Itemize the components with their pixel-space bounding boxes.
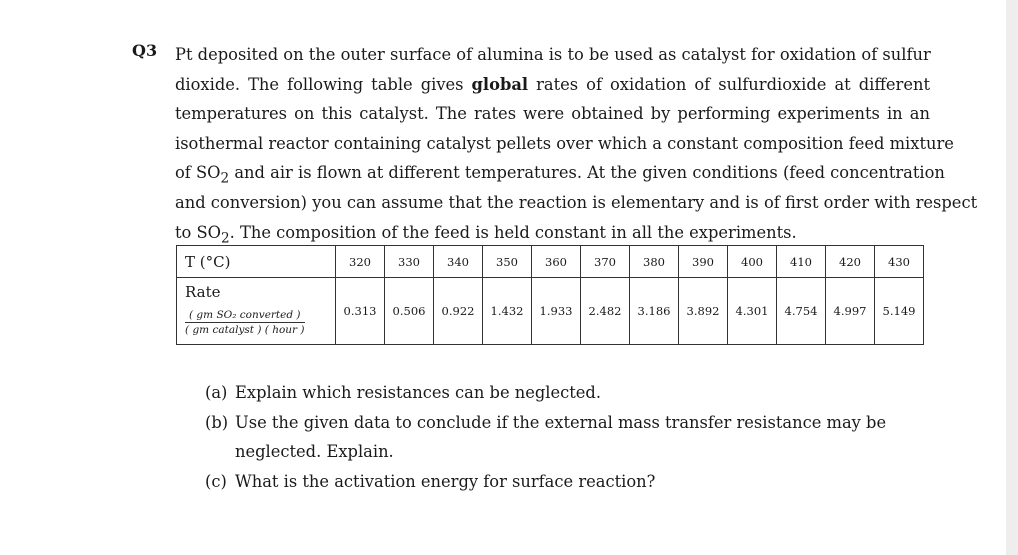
temperature-cell: 330 bbox=[385, 246, 434, 278]
temperature-cell: 350 bbox=[483, 246, 532, 278]
temperature-header: T (°C) bbox=[177, 246, 336, 278]
temperature-cell: 370 bbox=[581, 246, 630, 278]
question-line: dioxide. The following table gives global rates of oxidation of sulfurdioxide at different bbox=[175, 74, 931, 94]
rate-cell: 4.997 bbox=[826, 278, 875, 345]
temperature-cell: 390 bbox=[679, 246, 728, 278]
rate-cell: 3.186 bbox=[630, 278, 679, 345]
temperature-cell: 400 bbox=[728, 246, 777, 278]
rate-cell: 4.301 bbox=[728, 278, 777, 345]
rate-data-table bbox=[176, 245, 924, 345]
question-label: Q3 bbox=[132, 41, 158, 60]
question-line: temperatures on this catalyst. The rates were obtained by performing experiments in an bbox=[175, 104, 930, 124]
rate-cell: 4.754 bbox=[777, 278, 826, 345]
question-line: isothermal reactor containing catalyst pellets over which a constant composition feed mixture bbox=[175, 133, 954, 153]
temperature-cell: 380 bbox=[630, 246, 679, 278]
temperature-cell: 360 bbox=[532, 246, 581, 278]
subquestion-tag: (a) bbox=[205, 383, 228, 402]
rate-units bbox=[185, 309, 305, 336]
temperature-cell: 320 bbox=[336, 246, 385, 278]
temperature-cell: 430 bbox=[875, 246, 924, 278]
rate-cell: 3.892 bbox=[679, 278, 728, 345]
temperature-cell: 410 bbox=[777, 246, 826, 278]
temperature-cell: 340 bbox=[434, 246, 483, 278]
scrollbar-track[interactable] bbox=[1006, 0, 1018, 555]
rate-units-denominator: ( gm catalyst ) ( hour ) bbox=[185, 324, 305, 336]
question-text bbox=[175, 40, 978, 247]
rate-label: Rate bbox=[185, 283, 221, 301]
rate-header bbox=[177, 278, 336, 345]
question-line: of $SO_2$ and air is flown at different temperatures. At the given conditions (feed concentration bbox=[175, 163, 945, 187]
subquestion-tag: (b) bbox=[205, 412, 229, 432]
subquestion-tag: (c) bbox=[205, 471, 227, 491]
rate-cell: 1.933 bbox=[532, 278, 581, 345]
subquestion-b bbox=[205, 408, 935, 467]
subquestion-text: What is the activation energy for surface reaction? bbox=[235, 471, 656, 491]
question-line: Pt deposited on the outer surface of alumina is to be used as catalyst for oxidation of sulfur bbox=[175, 45, 931, 64]
rate-cell: 1.432 bbox=[483, 278, 532, 345]
rate-row bbox=[177, 278, 924, 345]
subquestion-c bbox=[205, 467, 935, 497]
rate-cell: 0.922 bbox=[434, 278, 483, 345]
rate-cell: 0.506 bbox=[385, 278, 434, 345]
emphasis-global: global bbox=[471, 74, 529, 94]
rate-units-numerator: ( gm SO₂ converted ) bbox=[185, 309, 305, 323]
rate-cell: 0.313 bbox=[336, 278, 385, 345]
subquestion-text: Use the given data to conclude if the external mass transfer resistance may be neglected. Explain. bbox=[235, 412, 887, 462]
rate-cell: 2.482 bbox=[581, 278, 630, 345]
question-line: to $SO_2$. The composition of the feed is held constant in all the experiments. bbox=[175, 222, 797, 246]
subquestions-list bbox=[205, 378, 935, 496]
subquestion-text: Explain which resistances can be neglected. bbox=[235, 383, 602, 402]
temperature-row bbox=[177, 246, 924, 278]
question-line: and conversion) you can assume that the reaction is elementary and is of first order with respect bbox=[175, 192, 978, 212]
temperature-cell: 420 bbox=[826, 246, 875, 278]
rate-cell: 5.149 bbox=[875, 278, 924, 345]
subquestion-a bbox=[205, 378, 935, 408]
